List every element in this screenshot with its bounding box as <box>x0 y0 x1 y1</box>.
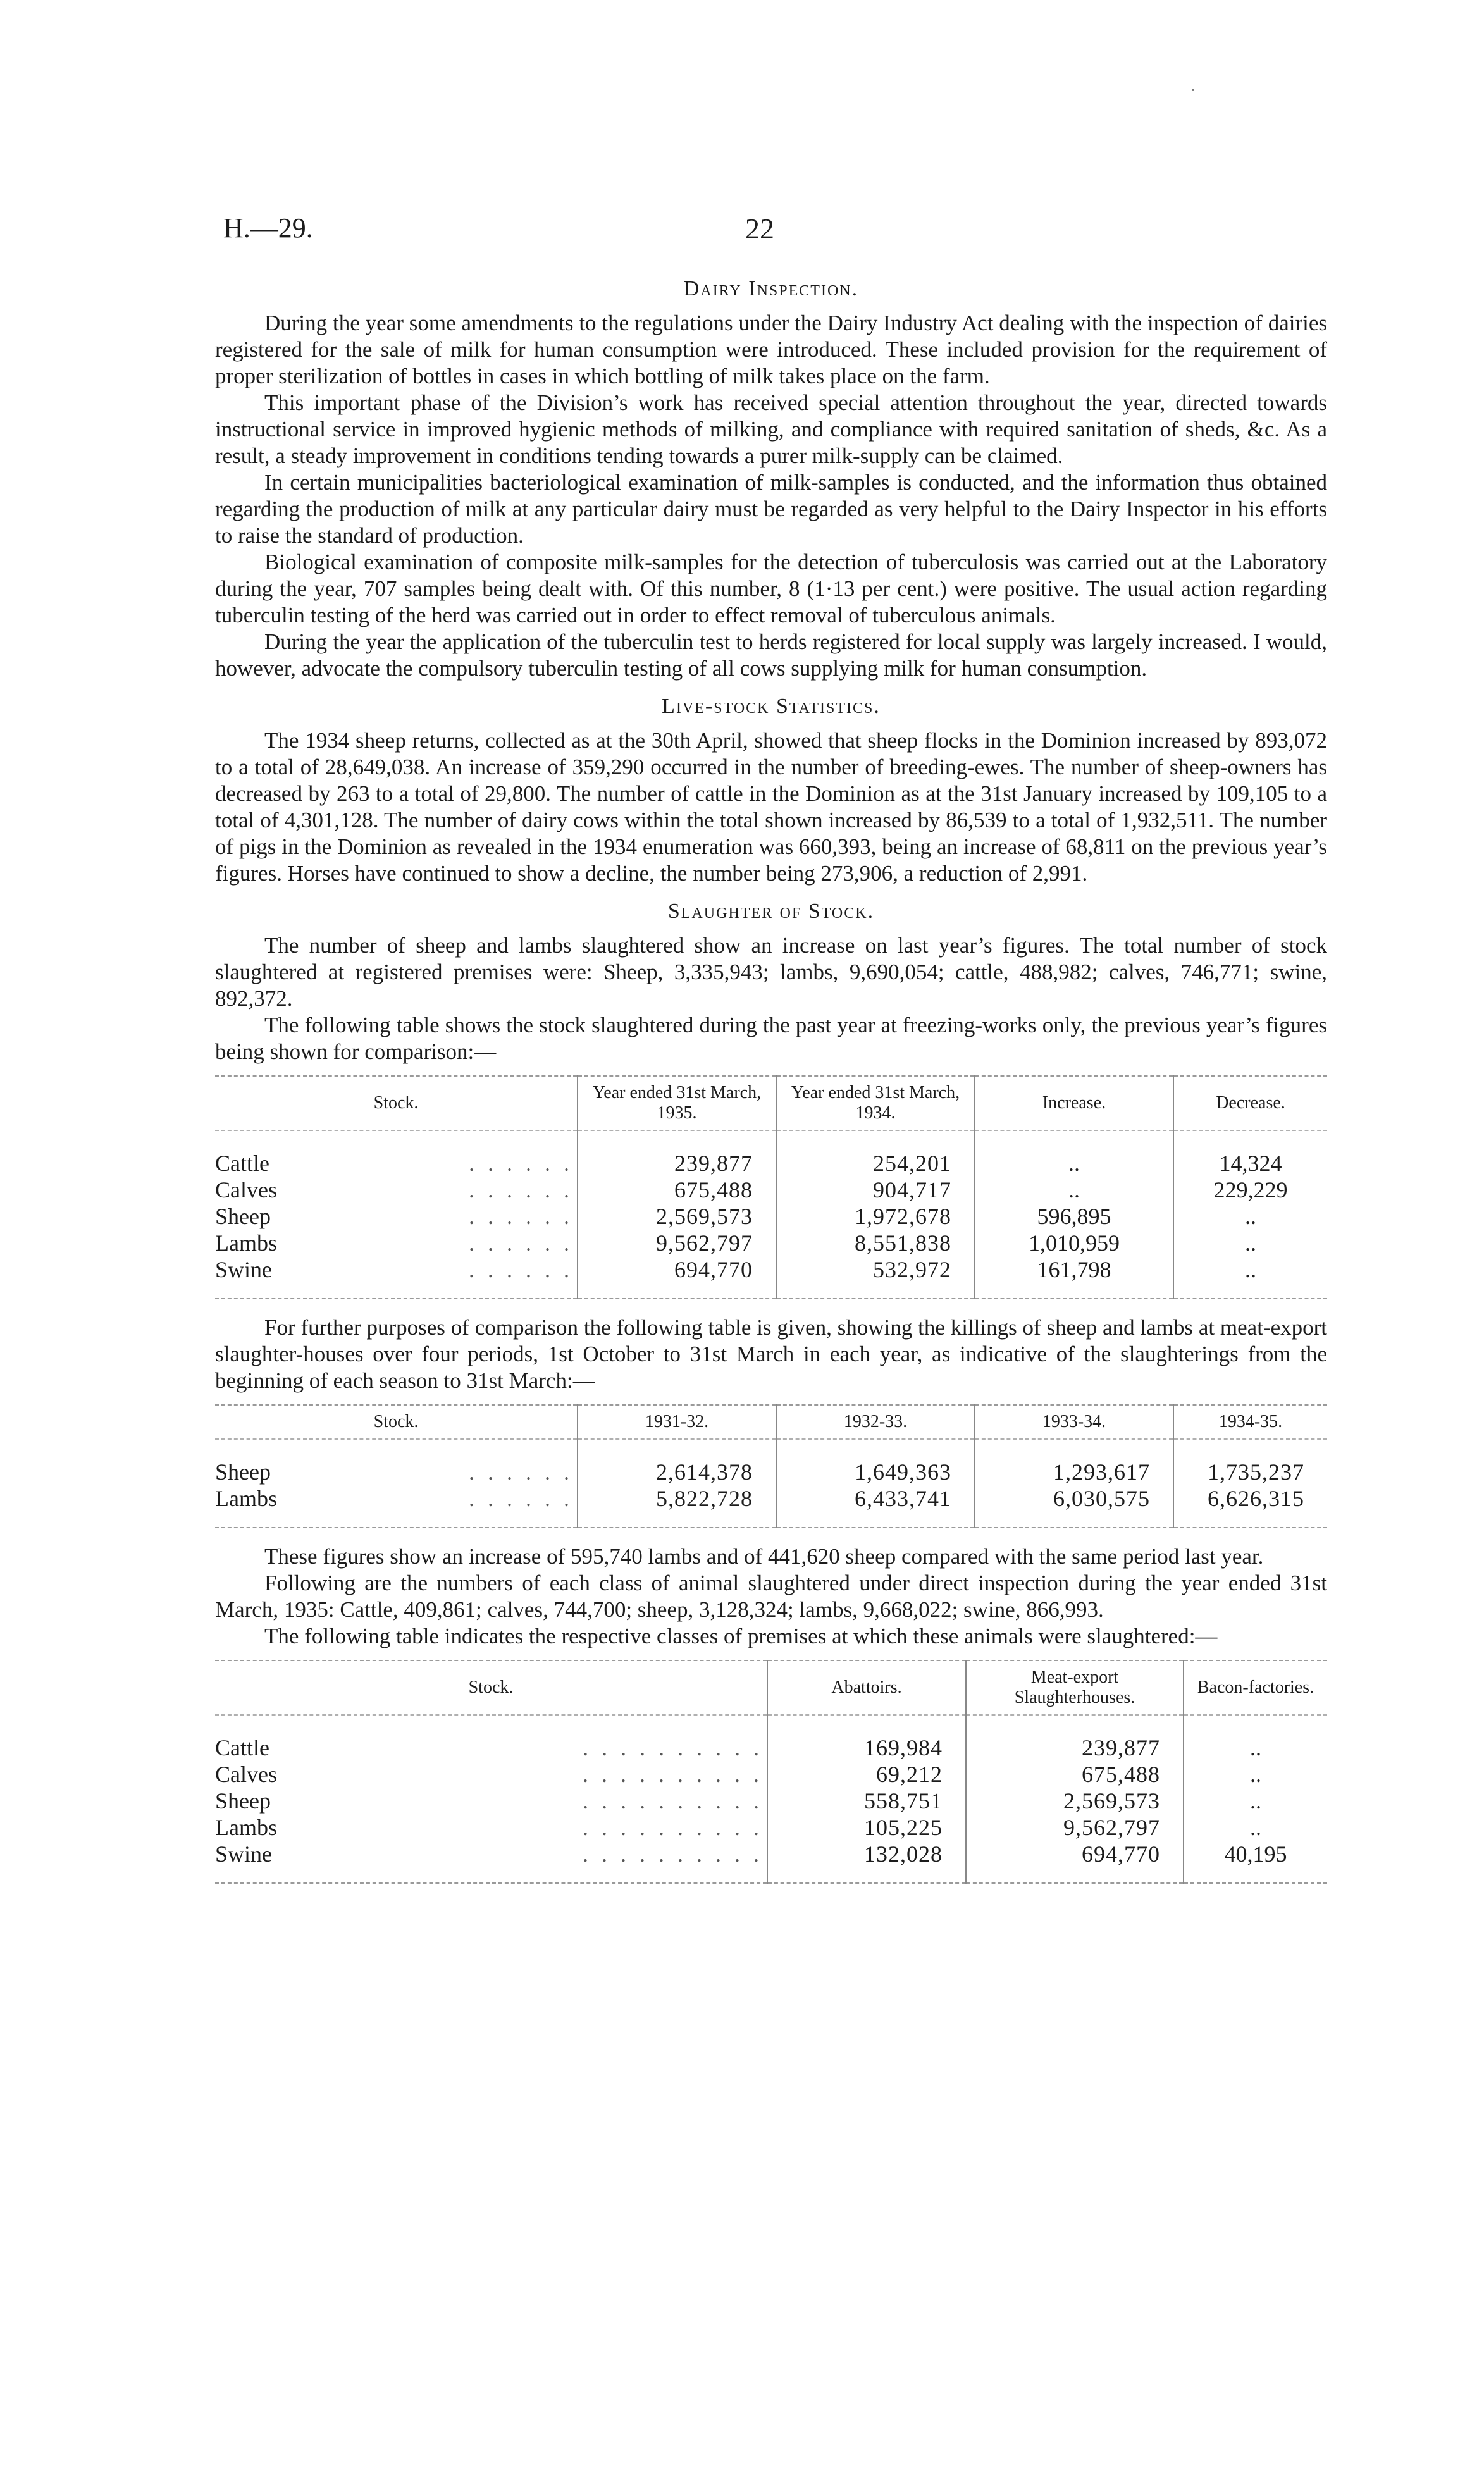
paragraph: The 1934 sheep returns, collected as at the 30th April, showed that sheep flocks in the Dominion increased by 893,072 to a total of 28,649,038. An increase of 359,290 occurred in the number of breeding-ewes. The number of sheep-owners has decreased by 263 to a total of 29,800. The number of cattle in the Dominion as at the 31st January increased by 109,105 to a total of 4,301,128. The number of dairy cows within the total shown increased by 86,539 to a total of 1,932,511. The number of pigs in the Dominion as revealed in the 1934 enumeration was 660,393, being an increase of 68,811 on the previous year’s figures. Horses have continued to show a decline, the number being 273,906, a reduction of 2,991. <box>215 728 1327 886</box>
cell-value: 6,030,575 <box>975 1485 1173 1512</box>
cell-value: 694,770 <box>966 1841 1184 1867</box>
cell-value: 161,798 <box>975 1256 1173 1283</box>
meat-export-periods-table <box>215 1404 1327 1528</box>
col-header-abattoirs: Abattoirs. <box>767 1660 966 1715</box>
stock-label: Calves <box>215 1762 277 1787</box>
cell-value: 254,201 <box>776 1150 975 1177</box>
table-row <box>215 1459 1327 1485</box>
cell-value: 40,195 <box>1184 1841 1327 1867</box>
heading-dairy-inspection: Dairy Inspection. <box>683 277 859 300</box>
dot-leader: . . . . . . <box>469 1459 573 1485</box>
col-header-meat-export: Meat-export Slaughterhouses. <box>966 1660 1184 1715</box>
cell-value: 1,649,363 <box>776 1459 975 1485</box>
table-row <box>215 1841 1327 1867</box>
cell-value: .. <box>975 1177 1173 1203</box>
cell-value: 532,972 <box>776 1256 975 1283</box>
paragraph: The number of sheep and lambs slaughtered show an increase on last year’s figures. The total number of stock slaughtered at registered premises were: Sheep, 3,335,943; lambs, 9,690,054; cattle, 488,982; calves, 746,771; swine, 892,372. <box>215 933 1327 1011</box>
paragraph: The following table shows the stock slaughtered during the past year at freezing-works only, the previous year’s figures being shown for comparison:— <box>215 1013 1327 1064</box>
dot-leader: . . . . . . . . . . <box>583 1841 763 1867</box>
cell-value: 229,229 <box>1173 1177 1327 1203</box>
cell-value: 596,895 <box>975 1203 1173 1230</box>
cell-value: 239,877 <box>578 1150 776 1177</box>
col-header-stock: Stock. <box>468 1678 514 1697</box>
cell-value: 6,626,315 <box>1173 1485 1327 1512</box>
col-header-decrease: Decrease. <box>1173 1076 1327 1130</box>
cell-value: .. <box>975 1150 1173 1177</box>
col-header-stock: Stock. <box>373 1412 419 1431</box>
cell-value: 694,770 <box>578 1256 776 1283</box>
paragraph: These figures show an increase of 595,740 lambs and of 441,620 sheep compared with the same period last year. <box>264 1544 1264 1569</box>
stock-label: Sheep <box>215 1459 271 1485</box>
stock-label: Lambs <box>215 1815 277 1840</box>
paragraph: During the year some amendments to the regulations under the Dairy Industry Act dealing with the inspection of dairies registered for the sale of milk for human consumption were introduced. These included provision for the requirement of proper sterilization of bottles in cases in which bottling of milk takes place on the farm. <box>215 311 1327 388</box>
cell-value: 1,972,678 <box>776 1203 975 1230</box>
col-header-increase: Increase. <box>975 1076 1173 1130</box>
paragraph: Biological examination of composite milk-samples for the detection of tuberculosis was carried out at the Laboratory during the year, 707 samples being dealt with. Of this number, 8 (1·13 per cent.) were positive. The usual action regarding tuberculin testing of the herd was carried out in order to effect removal of tuberculous animals. <box>215 550 1327 627</box>
dot-leader: . . . . . . <box>469 1151 573 1176</box>
col-header-1934-35: 1934-35. <box>1173 1405 1327 1439</box>
col-header-1932-33: 1932-33. <box>776 1405 975 1439</box>
paragraph: This important phase of the Division’s work has received special attention throughout the year, directed towards instructional service in improved hygienic methods of milking, and compliance with required sanitation of sheds, &c. As a result, a steady improvement in conditions tending towards a purer milk-supply can be claimed. <box>215 390 1327 468</box>
table-row <box>215 1150 1327 1177</box>
document-reference: H.—29. <box>223 213 313 244</box>
col-header-bacon-factories: Bacon-factories. <box>1184 1660 1327 1715</box>
stock-label: Calves <box>215 1177 277 1202</box>
cell-value: 2,569,573 <box>966 1788 1184 1814</box>
cell-value: 9,562,797 <box>966 1814 1184 1841</box>
col-header-1935: Year ended 31st March, 1935. <box>578 1076 776 1130</box>
dot-leader: . . . . . . <box>469 1486 573 1511</box>
cell-value: .. <box>1173 1230 1327 1256</box>
page-number: 22 <box>745 213 774 245</box>
stock-label: Swine <box>215 1841 272 1867</box>
dot-leader: . . . . . . . . . . <box>583 1762 763 1787</box>
dot-leader: . . . . . . . . . . <box>583 1815 763 1840</box>
cell-value: .. <box>1173 1203 1327 1230</box>
stock-label: Cattle <box>215 1735 269 1760</box>
cell-value: 1,735,237 <box>1173 1459 1327 1485</box>
dot-leader: . . . . . . . . . . <box>583 1735 763 1760</box>
col-header-1933-34: 1933-34. <box>975 1405 1173 1439</box>
cell-value: .. <box>1184 1761 1327 1788</box>
cell-value: .. <box>1184 1734 1327 1761</box>
cell-value: 904,717 <box>776 1177 975 1203</box>
paragraph: During the year the application of the tuberculin test to herds registered for local supply was largely increased. I would, however, advocate the compulsory tuberculin testing of all cows supplying milk for human consumption. <box>215 629 1327 681</box>
stock-label: Lambs <box>215 1230 277 1256</box>
stock-label: Lambs <box>215 1486 277 1511</box>
cell-value: 2,614,378 <box>578 1459 776 1485</box>
col-header-1931-32: 1931-32. <box>578 1405 776 1439</box>
cell-value: .. <box>1184 1814 1327 1841</box>
table-row <box>215 1788 1327 1814</box>
col-header-stock: Stock. <box>373 1093 419 1113</box>
paragraph: The following table indicates the respective classes of premises at which these animals were slaughtered:— <box>264 1624 1218 1648</box>
cell-value: 169,984 <box>767 1734 966 1761</box>
table-row <box>215 1485 1327 1512</box>
page-content <box>215 276 1327 1899</box>
cell-value: 9,562,797 <box>578 1230 776 1256</box>
paragraph: In certain municipalities bacteriological examination of milk-samples is conducted, and the information thus obtained regarding the production of milk at any particular dairy must be regarded as very helpful to the Dairy Inspector in his efforts to raise the standard of production. <box>215 470 1327 548</box>
stock-label: Sheep <box>215 1788 271 1814</box>
stray-mark <box>1192 89 1194 91</box>
dot-leader: . . . . . . <box>469 1257 573 1282</box>
cell-value: 132,028 <box>767 1841 966 1867</box>
paragraph: Following are the numbers of each class of animal slaughtered under direct inspection during the year ended 31st March, 1935: Cattle, 409,861; calves, 744,700; sheep, 3,128,324; lambs, 9,668,022; swine, 866,993. <box>215 1571 1327 1622</box>
table-row <box>215 1814 1327 1841</box>
dot-leader: . . . . . . <box>469 1230 573 1256</box>
stock-label: Sheep <box>215 1204 271 1229</box>
dot-leader: . . . . . . <box>469 1177 573 1202</box>
stock-label: Cattle <box>215 1151 269 1176</box>
stock-label: Swine <box>215 1257 272 1282</box>
premises-table <box>215 1660 1327 1884</box>
table-row <box>215 1761 1327 1788</box>
heading-live-stock-statistics: Live-stock Statistics. <box>662 695 881 718</box>
table-row <box>215 1177 1327 1203</box>
table-row <box>215 1734 1327 1761</box>
freezing-works-table <box>215 1075 1327 1299</box>
cell-value: 5,822,728 <box>578 1485 776 1512</box>
table-row <box>215 1203 1327 1230</box>
cell-value: .. <box>1184 1788 1327 1814</box>
cell-value: 14,324 <box>1173 1150 1327 1177</box>
cell-value: 675,488 <box>966 1761 1184 1788</box>
heading-slaughter-of-stock: Slaughter of Stock. <box>667 899 875 923</box>
col-header-1934: Year ended 31st March, 1934. <box>776 1076 975 1130</box>
dot-leader: . . . . . . . . . . <box>583 1788 763 1814</box>
cell-value: .. <box>1173 1256 1327 1283</box>
cell-value: 1,010,959 <box>975 1230 1173 1256</box>
cell-value: 239,877 <box>966 1734 1184 1761</box>
table-row <box>215 1256 1327 1283</box>
cell-value: 8,551,838 <box>776 1230 975 1256</box>
cell-value: 2,569,573 <box>578 1203 776 1230</box>
cell-value: 69,212 <box>767 1761 966 1788</box>
dot-leader: . . . . . . <box>469 1204 573 1229</box>
cell-value: 558,751 <box>767 1788 966 1814</box>
cell-value: 1,293,617 <box>975 1459 1173 1485</box>
table-row <box>215 1230 1327 1256</box>
cell-value: 105,225 <box>767 1814 966 1841</box>
cell-value: 6,433,741 <box>776 1485 975 1512</box>
cell-value: 675,488 <box>578 1177 776 1203</box>
paragraph: For further purposes of comparison the following table is given, showing the killings of sheep and lambs at meat-export slaughter-houses over four periods, 1st October to 31st March in each year, as indicative of the slaughterings from the beginning of each season to 31st March:— <box>215 1315 1327 1393</box>
